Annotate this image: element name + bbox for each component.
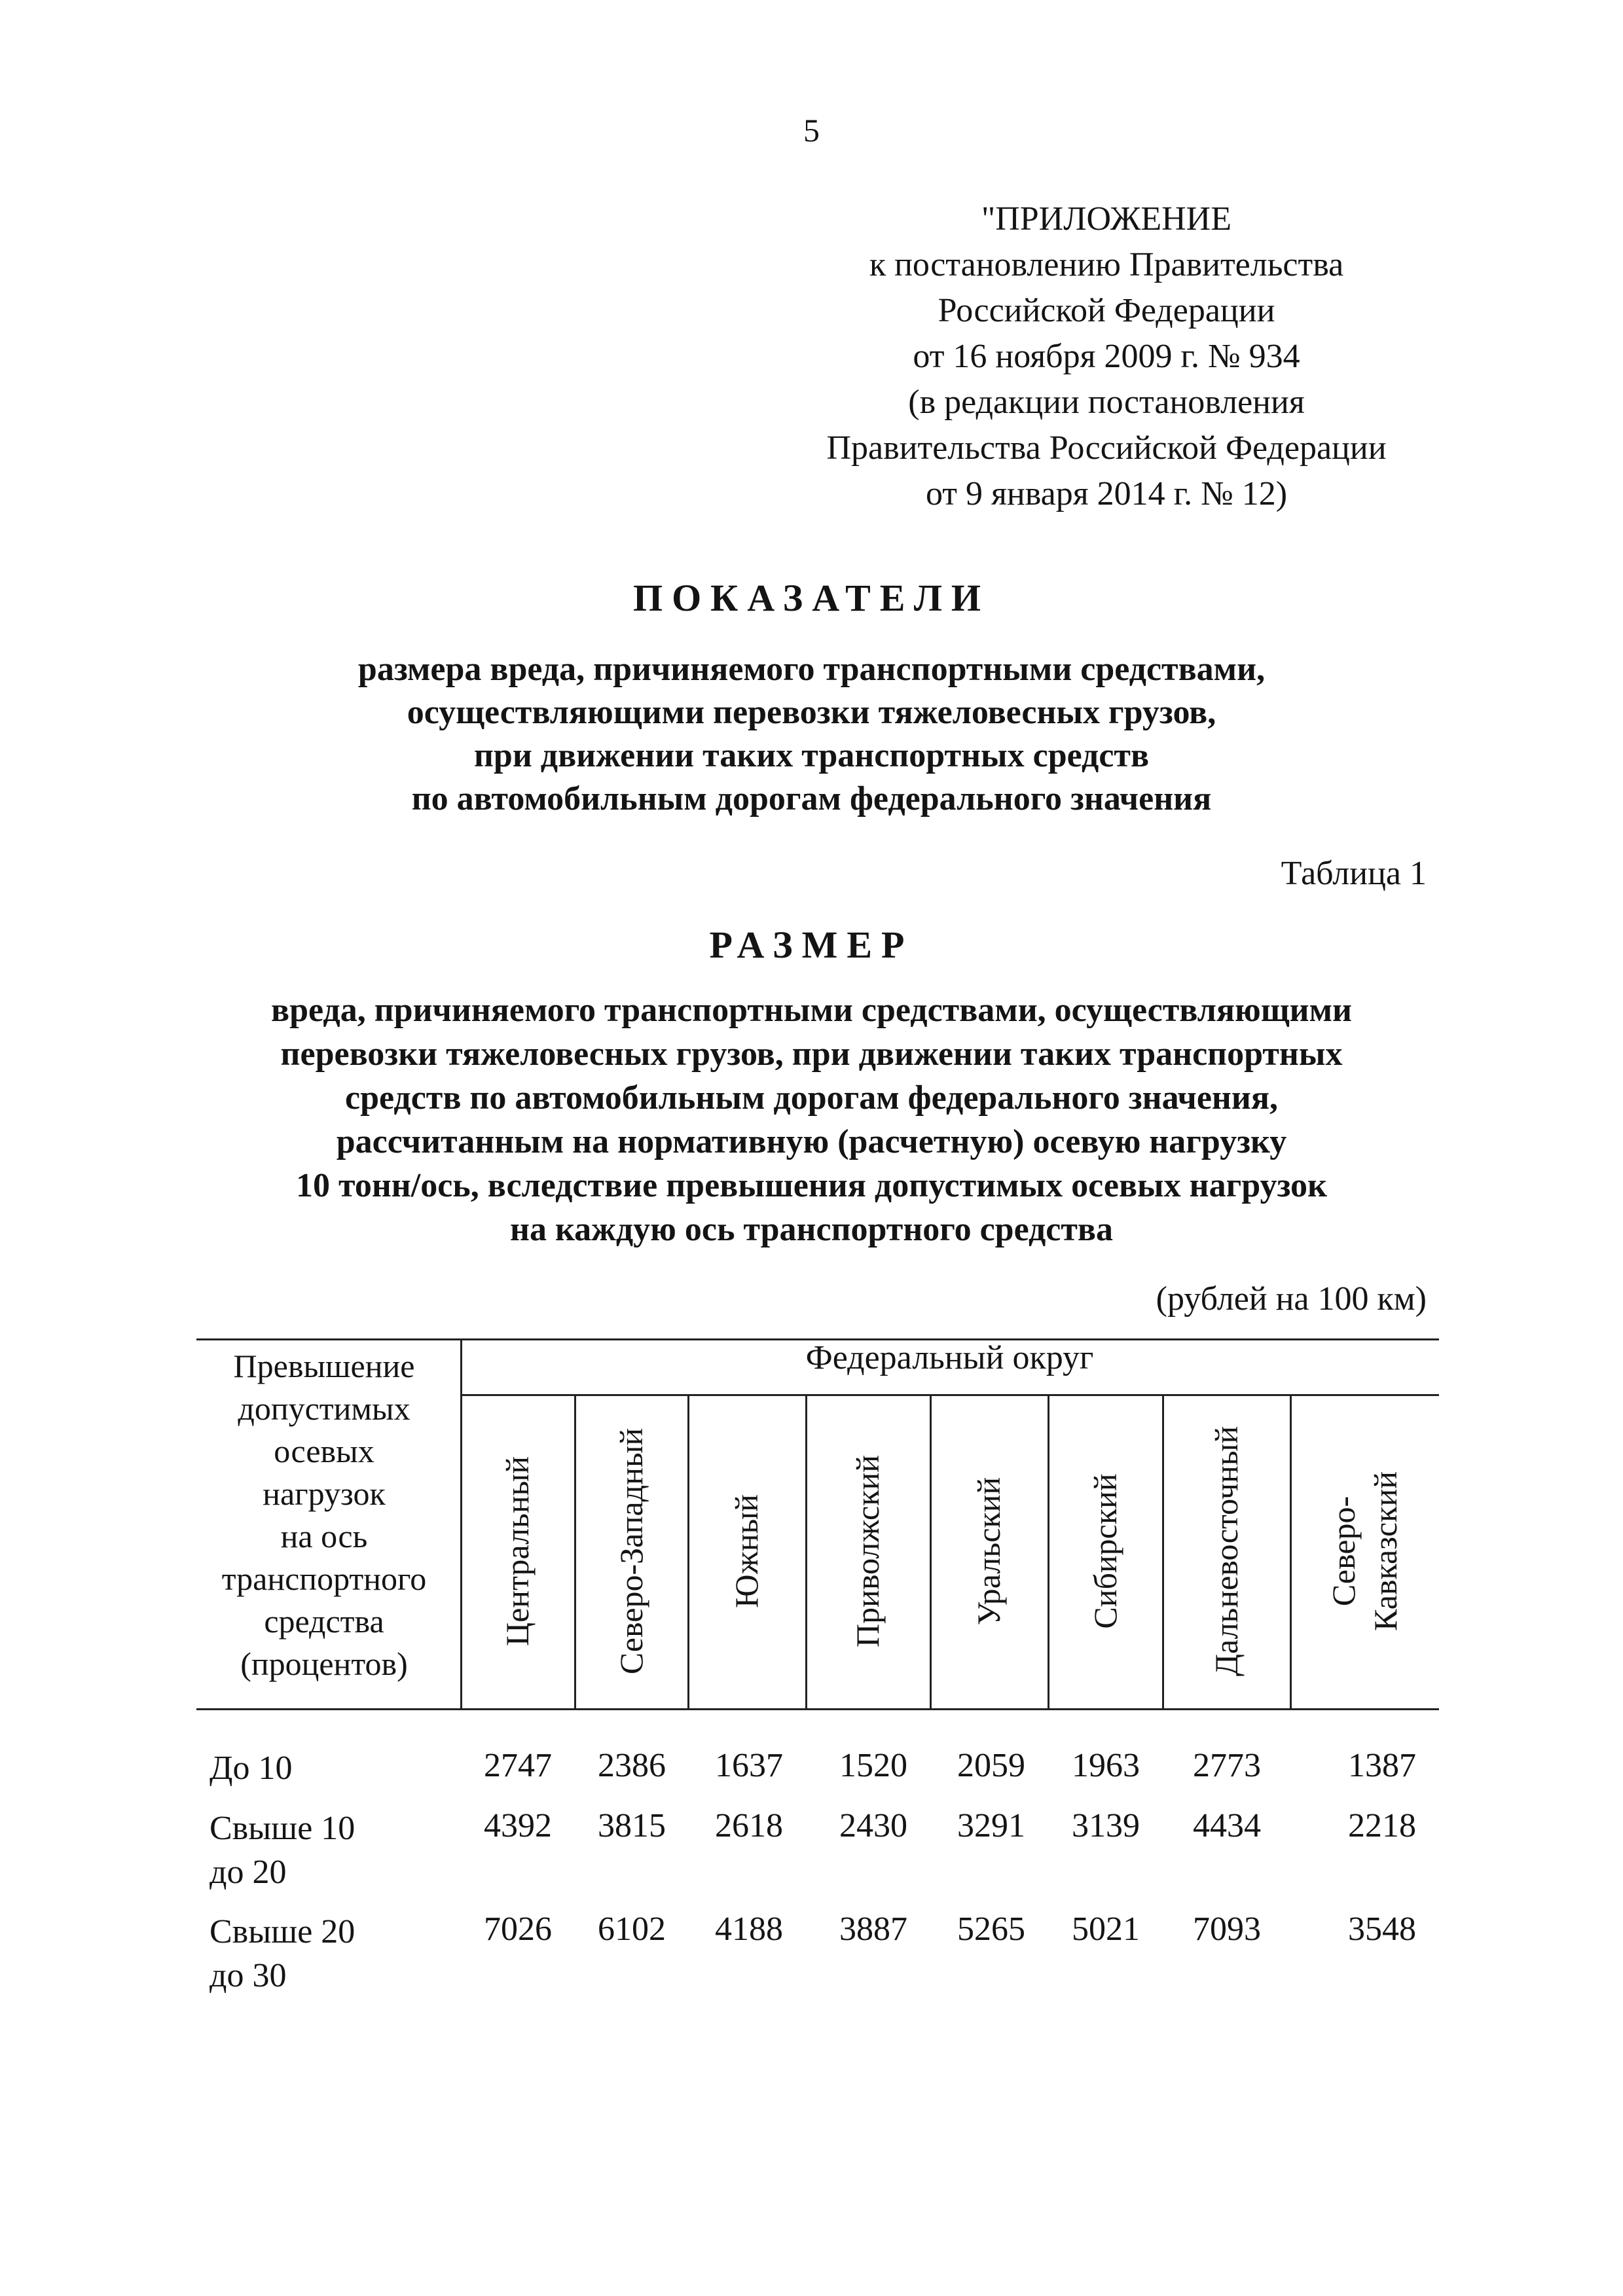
row-label	[210, 1910, 355, 1998]
row-header-line: нагрузок	[263, 1475, 386, 1512]
table-label: Таблица 1	[1281, 855, 1427, 892]
column-header-label: Дальневосточный	[1207, 1426, 1245, 1677]
table-cell: 2773	[1193, 1747, 1261, 1784]
appendix-line: Правительства Российской Федерации	[826, 429, 1387, 467]
table-cell: 2059	[957, 1747, 1025, 1784]
column-header	[805, 1397, 930, 1705]
column-header-label: Северо-	[1325, 1496, 1362, 1607]
subtitle-line: осуществляющими перевозки тяжеловесных грузов,	[407, 694, 1216, 731]
row-header-line: Превышение	[233, 1348, 415, 1384]
table-cell: 1387	[1348, 1747, 1416, 1784]
subtitle-line: средств по автомобильным дорогам федерального значения,	[345, 1079, 1278, 1117]
appendix-line: от 9 января 2014 г. № 12)	[925, 475, 1288, 512]
subtitle-line: перевозки тяжеловесных грузов, при движении таких транспортных	[280, 1035, 1343, 1073]
row-header-line: на ось	[280, 1518, 368, 1554]
units-note: (рублей на 100 км)	[1156, 1280, 1427, 1318]
appendix-line: к постановлению Правительства	[869, 246, 1344, 283]
column-header	[1048, 1397, 1162, 1705]
column-header-label: Центральный	[499, 1456, 536, 1647]
column-header-label: Южный	[728, 1494, 765, 1608]
row-label-line: Свыше 10	[210, 1810, 356, 1847]
row-header-line: (процентов)	[240, 1645, 408, 1682]
column-header-label: Уральский	[970, 1477, 1007, 1626]
table-cell: 5021	[1072, 1910, 1140, 1948]
table-cell: 4434	[1193, 1807, 1261, 1844]
table-cell: 7093	[1193, 1910, 1261, 1948]
appendix-line: Российской Федерации	[938, 292, 1275, 329]
column-header-label: Кавказский	[1367, 1471, 1404, 1631]
table-cell: 1963	[1072, 1747, 1140, 1784]
table-cell: 2747	[484, 1747, 552, 1784]
table-cell: 1520	[839, 1747, 907, 1784]
column-header	[460, 1397, 574, 1705]
row-label-line: до 30	[210, 1957, 287, 1994]
row-header-line: осевых	[274, 1433, 374, 1469]
column-header	[930, 1397, 1048, 1705]
header-bottom-rule	[196, 1708, 1439, 1710]
group-header-rule	[460, 1394, 1439, 1396]
subtitle-line: вреда, причиняемого транспортными средствами, осуществляющими	[271, 992, 1352, 1029]
subtitle-line: 10 тонн/ось, вследствие превышения допустимых осевых нагрузок	[295, 1167, 1327, 1204]
row-label-line: до 20	[210, 1854, 287, 1891]
table-cell: 2430	[839, 1807, 907, 1844]
table-cell: 6102	[598, 1910, 666, 1948]
row-header-line: допустимых	[238, 1390, 410, 1427]
table-subtitle	[0, 988, 1623, 1251]
table-cell: 5265	[957, 1910, 1025, 1948]
subtitle-line: по автомобильным дорогам федерального значения	[411, 780, 1212, 817]
table-cell: 3887	[839, 1910, 907, 1948]
table-cell: 4392	[484, 1807, 552, 1844]
table-cell: 7026	[484, 1910, 552, 1948]
column-header	[687, 1397, 805, 1705]
row-label	[210, 1746, 292, 1790]
group-header: Федеральный округ	[805, 1339, 1094, 1376]
subtitle-line: рассчитанным на нормативную (расчетную) осевую нагрузку	[336, 1123, 1287, 1160]
row-header-line: средства	[264, 1603, 384, 1640]
column-header	[574, 1397, 687, 1705]
table-cell: 3548	[1348, 1910, 1416, 1948]
row-header-line: транспортного	[221, 1560, 427, 1597]
page-number: 5	[803, 112, 820, 149]
column-header-label: Северо-Западный	[612, 1427, 649, 1675]
column-header	[1290, 1397, 1439, 1705]
appendix-line: (в редакции постановления	[908, 384, 1305, 421]
subtitle-line: при движении таких транспортных средств	[473, 737, 1150, 774]
table-cell: 3815	[598, 1807, 666, 1844]
table-cell: 1637	[715, 1747, 783, 1784]
table-cell: 3139	[1072, 1807, 1140, 1844]
table-cell: 4188	[715, 1910, 783, 1948]
column-header	[1162, 1397, 1290, 1705]
row-label-line: Свыше 20	[210, 1913, 356, 1950]
appendix-note	[773, 196, 1440, 517]
table-cell: 2618	[715, 1807, 783, 1844]
table-cell: 2218	[1348, 1807, 1416, 1844]
column-header-label: Сибирский	[1086, 1473, 1123, 1629]
appendix-line: "ПРИЛОЖЕНИЕ	[981, 200, 1231, 238]
subtitle-line: на каждую ось транспортного средства	[509, 1211, 1114, 1248]
table-cell: 3291	[957, 1807, 1025, 1844]
row-header	[196, 1345, 452, 1685]
table-title: РАЗМЕР	[709, 924, 914, 966]
subtitle-line: размера вреда, причиняемого транспортными средствами,	[357, 651, 1266, 688]
row-label	[210, 1806, 355, 1894]
column-header-label: Приволжский	[849, 1454, 886, 1648]
row-label-line: До 10	[210, 1749, 293, 1787]
appendix-line: от 16 ноября 2009 г. № 934	[913, 338, 1300, 375]
document-title: ПОКАЗАТЕЛИ	[632, 577, 991, 619]
document-subtitle	[0, 648, 1623, 821]
table-cell: 2386	[598, 1747, 666, 1784]
